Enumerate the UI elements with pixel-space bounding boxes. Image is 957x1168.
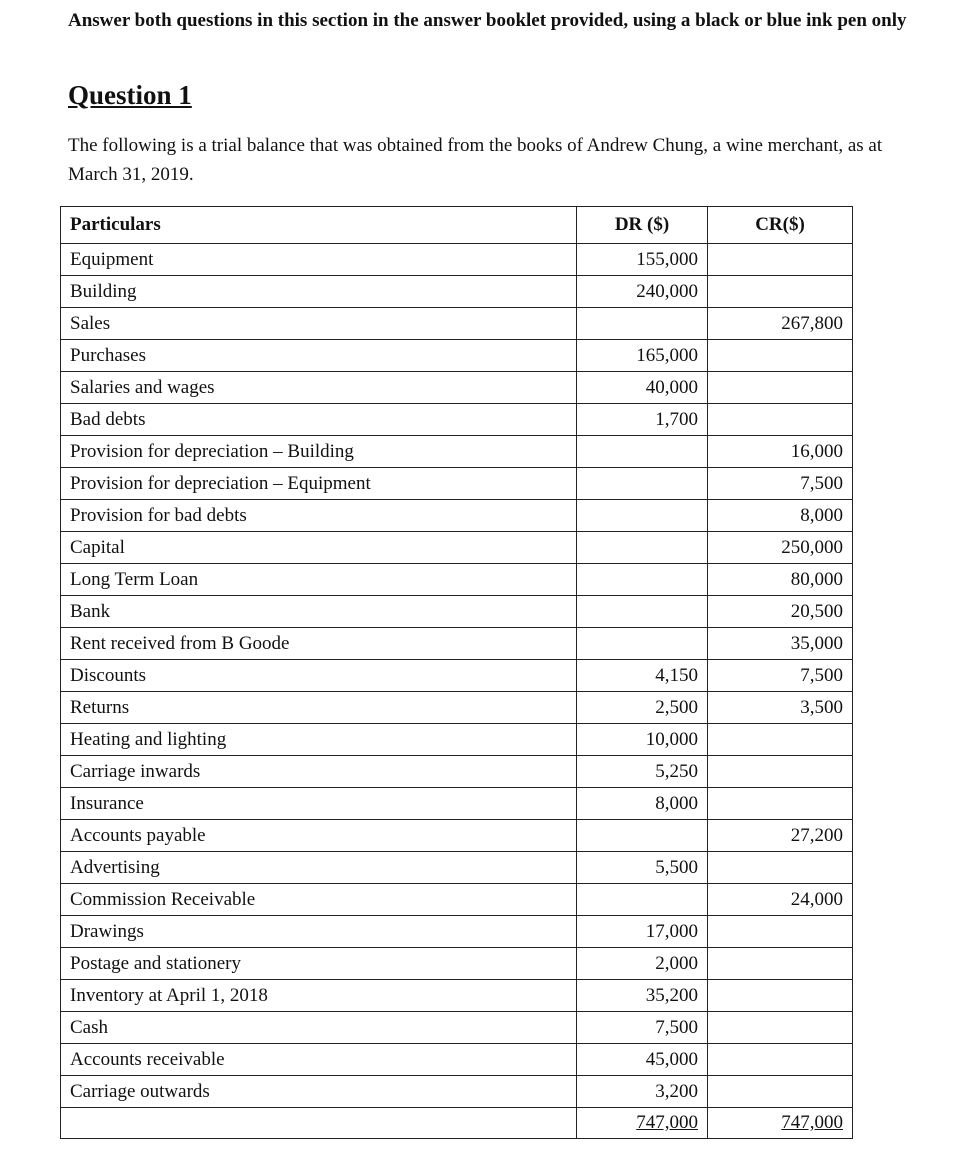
particular-cell: Inventory at April 1, 2018 bbox=[61, 980, 577, 1012]
table-row bbox=[61, 372, 853, 404]
table-row bbox=[61, 1076, 853, 1108]
particular-cell: Capital bbox=[61, 532, 577, 564]
table-row bbox=[61, 724, 853, 756]
cr-cell: 20,500 bbox=[708, 596, 853, 628]
question-intro: The following is a trial balance that was obtained from the books of Andrew Chung, a wine merchant, as at March 31, 2019. bbox=[68, 135, 883, 185]
particular-cell: Rent received from B Goode bbox=[61, 628, 577, 660]
dr-cell: 7,500 bbox=[577, 1012, 708, 1044]
table-body bbox=[61, 244, 853, 1108]
table-row bbox=[61, 788, 853, 820]
particular-cell: Carriage inwards bbox=[61, 756, 577, 788]
cr-cell bbox=[708, 276, 853, 308]
dr-cell bbox=[577, 820, 708, 852]
particular-cell: Provision for bad debts bbox=[61, 500, 577, 532]
total-dr: 747,000 bbox=[636, 1112, 698, 1133]
dr-cell: 1,700 bbox=[577, 404, 708, 436]
dr-cell: 3,200 bbox=[577, 1076, 708, 1108]
table-row bbox=[61, 244, 853, 276]
particular-cell: Accounts receivable bbox=[61, 1044, 577, 1076]
cr-cell: 80,000 bbox=[708, 564, 853, 596]
table-row bbox=[61, 948, 853, 980]
dr-cell: 45,000 bbox=[577, 1044, 708, 1076]
dr-cell bbox=[577, 308, 708, 340]
table-row bbox=[61, 1044, 853, 1076]
table-row bbox=[61, 884, 853, 916]
cr-cell bbox=[708, 340, 853, 372]
dr-cell: 5,500 bbox=[577, 852, 708, 884]
particular-cell: Insurance bbox=[61, 788, 577, 820]
table-row bbox=[61, 404, 853, 436]
cr-cell: 35,000 bbox=[708, 628, 853, 660]
particular-cell: Purchases bbox=[61, 340, 577, 372]
cr-cell: 7,500 bbox=[708, 468, 853, 500]
cr-cell: 3,500 bbox=[708, 692, 853, 724]
cr-cell: 7,500 bbox=[708, 660, 853, 692]
dr-cell: 2,500 bbox=[577, 692, 708, 724]
table-row bbox=[61, 436, 853, 468]
particular-cell: Long Term Loan bbox=[61, 564, 577, 596]
header-particulars: Particulars bbox=[61, 207, 577, 244]
table-row bbox=[61, 1012, 853, 1044]
cr-cell: 16,000 bbox=[708, 436, 853, 468]
dr-cell: 8,000 bbox=[577, 788, 708, 820]
cr-cell bbox=[708, 1044, 853, 1076]
cr-cell bbox=[708, 1076, 853, 1108]
table-row bbox=[61, 468, 853, 500]
cr-cell bbox=[708, 756, 853, 788]
totals-label-cell bbox=[61, 1108, 577, 1139]
dr-cell: 40,000 bbox=[577, 372, 708, 404]
table-row bbox=[61, 500, 853, 532]
table-row bbox=[61, 980, 853, 1012]
particular-cell: Commission Receivable bbox=[61, 884, 577, 916]
cr-cell bbox=[708, 788, 853, 820]
particular-cell: Returns bbox=[61, 692, 577, 724]
dr-cell bbox=[577, 500, 708, 532]
cr-cell: 267,800 bbox=[708, 308, 853, 340]
particular-cell: Accounts payable bbox=[61, 820, 577, 852]
particular-cell: Postage and stationery bbox=[61, 948, 577, 980]
table-row bbox=[61, 308, 853, 340]
dr-cell: 35,200 bbox=[577, 980, 708, 1012]
dr-cell bbox=[577, 564, 708, 596]
dr-cell bbox=[577, 884, 708, 916]
total-dr-cell bbox=[577, 1108, 708, 1139]
table-row bbox=[61, 532, 853, 564]
dr-cell bbox=[577, 532, 708, 564]
dr-cell bbox=[577, 436, 708, 468]
particular-cell: Drawings bbox=[61, 916, 577, 948]
dr-cell: 17,000 bbox=[577, 916, 708, 948]
cr-cell bbox=[708, 372, 853, 404]
particular-cell: Advertising bbox=[61, 852, 577, 884]
dr-cell bbox=[577, 596, 708, 628]
table-row bbox=[61, 916, 853, 948]
particular-cell: Bad debts bbox=[61, 404, 577, 436]
table-row bbox=[61, 340, 853, 372]
particular-cell: Salaries and wages bbox=[61, 372, 577, 404]
dr-cell bbox=[577, 468, 708, 500]
total-cr: 747,000 bbox=[781, 1112, 843, 1133]
dr-cell: 165,000 bbox=[577, 340, 708, 372]
particular-cell: Provision for depreciation – Building bbox=[61, 436, 577, 468]
cr-cell bbox=[708, 980, 853, 1012]
particular-cell: Building bbox=[61, 276, 577, 308]
dr-cell bbox=[577, 628, 708, 660]
table-row bbox=[61, 756, 853, 788]
dr-cell: 240,000 bbox=[577, 276, 708, 308]
cr-cell: 27,200 bbox=[708, 820, 853, 852]
header-cr: CR($) bbox=[708, 207, 853, 244]
particular-cell: Heating and lighting bbox=[61, 724, 577, 756]
table-row bbox=[61, 820, 853, 852]
cr-cell bbox=[708, 1012, 853, 1044]
dr-cell: 4,150 bbox=[577, 660, 708, 692]
table-row bbox=[61, 852, 853, 884]
instructions: Answer both questions in this section in the answer booklet provided, using a black or blue ink pen only bbox=[68, 10, 907, 31]
cr-cell: 8,000 bbox=[708, 500, 853, 532]
table-row bbox=[61, 276, 853, 308]
cr-cell bbox=[708, 244, 853, 276]
particular-cell: Provision for depreciation – Equipment bbox=[61, 468, 577, 500]
dr-cell: 155,000 bbox=[577, 244, 708, 276]
cr-cell bbox=[708, 404, 853, 436]
question-title: Question 1 bbox=[68, 80, 192, 110]
table-row bbox=[61, 564, 853, 596]
trial-balance-table bbox=[60, 206, 853, 1139]
particular-cell: Sales bbox=[61, 308, 577, 340]
table-row bbox=[61, 692, 853, 724]
cr-cell: 250,000 bbox=[708, 532, 853, 564]
table-header-row bbox=[61, 207, 853, 244]
particular-cell: Equipment bbox=[61, 244, 577, 276]
table-row bbox=[61, 596, 853, 628]
particular-cell: Discounts bbox=[61, 660, 577, 692]
cr-cell bbox=[708, 724, 853, 756]
cr-cell: 24,000 bbox=[708, 884, 853, 916]
dr-cell: 5,250 bbox=[577, 756, 708, 788]
dr-cell: 2,000 bbox=[577, 948, 708, 980]
cr-cell bbox=[708, 916, 853, 948]
table-row bbox=[61, 660, 853, 692]
dr-cell: 10,000 bbox=[577, 724, 708, 756]
particular-cell: Cash bbox=[61, 1012, 577, 1044]
particular-cell: Bank bbox=[61, 596, 577, 628]
cr-cell bbox=[708, 948, 853, 980]
total-cr-cell bbox=[708, 1108, 853, 1139]
header-dr: DR ($) bbox=[577, 207, 708, 244]
table-row bbox=[61, 628, 853, 660]
cr-cell bbox=[708, 852, 853, 884]
totals-row bbox=[61, 1108, 853, 1139]
particular-cell: Carriage outwards bbox=[61, 1076, 577, 1108]
